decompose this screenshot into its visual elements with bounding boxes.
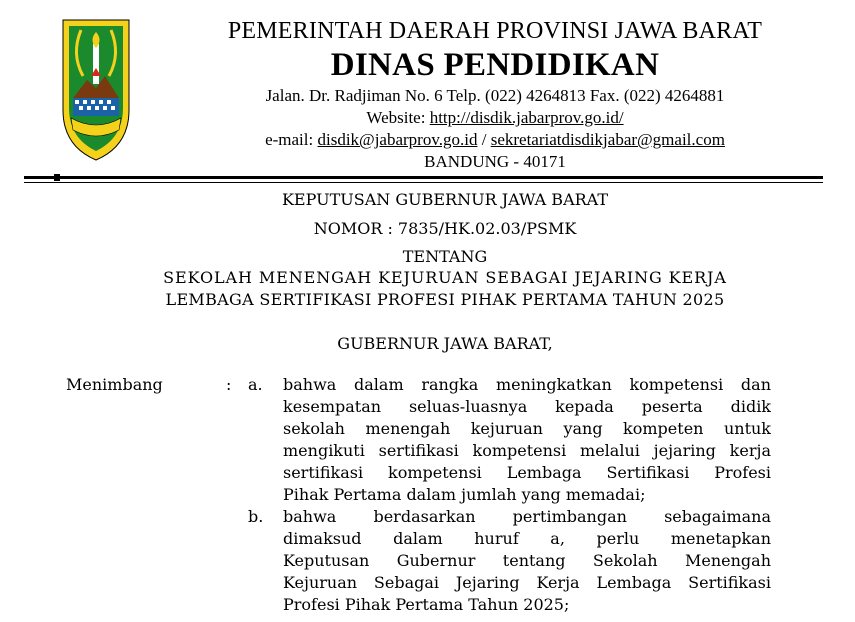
- item-b-line: Keputusan Gubernur tentang Sekolah Menengah: [283, 551, 771, 570]
- website-link[interactable]: http://disdik.jabarprov.go.id/: [429, 108, 624, 127]
- government-name: PEMERINTAH DAERAH PROVINSI JAWA BARAT: [227, 18, 763, 44]
- item-letter-b: b.: [248, 507, 264, 526]
- decree-subject-line-2: LEMBAGA SERTIFIKASI PROFESI PIHAK PERTAMA TAHUN 2025: [165, 290, 725, 309]
- decree-title: KEPUTUSAN GUBERNUR JAWA BARAT: [281, 190, 609, 209]
- agency-name: DINAS PENDIDIKAN: [330, 47, 660, 83]
- email-label: e-mail:: [265, 130, 318, 149]
- item-b-line: Profesi Pihak Pertama Tahun 2025;: [283, 595, 570, 614]
- website-line: [150, 107, 840, 129]
- email-line: [150, 129, 840, 151]
- decree-number: NOMOR : 7835/HK.02.03/PSMK: [313, 219, 577, 238]
- website-label: Website:: [366, 108, 430, 127]
- item-a-line: bahwa dalam rangka meningkatkan kompetensi dan: [283, 375, 771, 394]
- item-a-line: kesempatan seluas-luasnya kepada peserta didik: [283, 397, 771, 416]
- considering-colon: :: [226, 375, 232, 394]
- item-b-line: bahwa berdasarkan pertimbangan sebagaimana: [283, 507, 771, 526]
- considering-item-a: [283, 374, 771, 506]
- item-a-line: sekolah menengah kejuruan yang kompeten untuk: [283, 419, 771, 438]
- considering-item-b: [283, 506, 771, 616]
- item-b-line: dimaksud dalam huruf a, perlu menetapkan: [283, 529, 771, 548]
- header-rule-thin: [24, 182, 823, 183]
- decree-about: TENTANG: [402, 247, 488, 266]
- item-letter-a: a.: [248, 375, 263, 394]
- email-link-primary[interactable]: disdik@jabarprov.go.id: [317, 130, 478, 149]
- email-separator: /: [477, 130, 491, 149]
- item-a-line: sertifikasi kompetensi Lembaga Sertifikasi Profesi: [283, 463, 771, 482]
- city-postcode: BANDUNG - 40171: [424, 152, 566, 171]
- item-a-line: Pihak Pertama dalam jumlah yang memadai;: [283, 485, 646, 504]
- governor-heading: GUBERNUR JAWA BARAT,: [337, 334, 553, 353]
- considering-label: Menimbang: [66, 375, 163, 394]
- item-a-line: mengikuti sertifikasi kompetensi melalui jejaring kerja: [283, 441, 771, 460]
- email-link-secondary[interactable]: sekretariatdisdikjabar@gmail.com: [490, 130, 725, 149]
- header-rule-thick: [24, 176, 823, 179]
- item-b-line: Kejuruan Sebagai Jejaring Kerja Lembaga Sertifikasi: [283, 573, 771, 592]
- letterhead: [150, 18, 840, 173]
- decree-subject-line-1: SEKOLAH MENENGAH KEJURUAN SEBAGAI JEJARING KERJA: [163, 268, 727, 287]
- west-java-province-logo: [57, 14, 135, 164]
- address: Jalan. Dr. Radjiman No. 6 Telp. (022) 4264813 Fax. (022) 4264881: [265, 86, 725, 105]
- header-rule-mark: [54, 174, 60, 181]
